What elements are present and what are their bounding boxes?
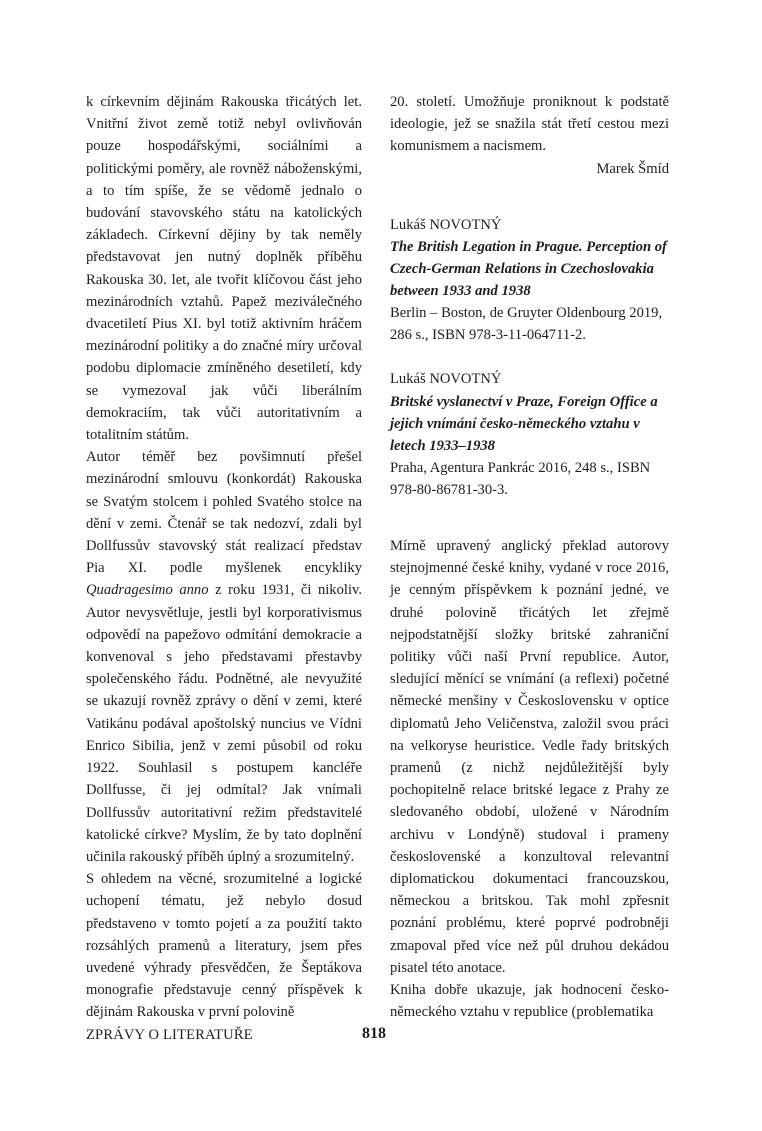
book-entry-english	[390, 214, 669, 347]
right-paragraph-2: Kniha dobře ukazuje, jak hodnocení česko-německého vztahu v republice (problematika	[390, 982, 669, 1021]
right-continuation: 20. století. Umožňuje proniknout k podstatě ideologie, jež se snažila stát třetí cestou mezi komunismem a nacismem.	[390, 94, 669, 155]
left-paragraph-1: k církevním dějinám Rakouska třicátých let. Vnitřní život země totiž nebyl ovlivňován pouze hospodářskými, sociálními a politickými poměry, ale rovněž náboženskými, a to tím spíše, že se vědomě jednalo o budování stavovského státu na katolických základech. Církevní dějiny by tak neměly představovat jen nutný doplněk příběhu Rakouska 30. let, ale tvořit klíčovou část jeho mezinárodních vztahů. Papež meziválečného dvacetiletí Pius XI. byl totiž aktivním hráčem mezinárodní politiky a do značné míry určoval podobu diplomacie zmíněného desetiletí, kdy se vymezoval jak vůči liberálním demokraciím, tak vůči autoritativním a totalitním státům.	[86, 94, 362, 444]
entry-title: The British Legation in Prague. Perception of Czech-German Relations in Czechoslovakia between 1933 and 1938	[390, 239, 667, 300]
page-number: 818	[362, 1025, 386, 1042]
right-paragraph-1: Mírně upravený anglický překlad autorovy stejnojmenné české knihy, vydané v roce 2016, je cenným příspěvkem k poznání jedné, ve druhé polovině třicátých let zřejmě nejpodstatnější složky britské zahraniční politiky vůči naší První republice. Autor, sledující měnící se vnímání (a reflexi) početné německé menšiny v Československu v optice diplomatů Jeho Veličenstva, založil svou práci na velkoryse heuristice. Vedle řady britských pramenů (z nichž nejdůležitější byly pochopitelně relace britské legace z Prahy ze sledovaného období, uložené v Národním archivu v Londýně) studoval i prameny československé a konzultoval relevantní diplomatickou dokumentaci francouzskou, německou a britskou. Tak mohl zpřesnit poznání problému, které poprvé podrobněji zmapoval před více než půl druhou dekádou pisatel této anotace.	[390, 538, 669, 976]
review-signature: Marek Šmíd	[596, 160, 669, 177]
running-footer-section: ZPRÁVY O LITERATUŘE	[86, 1027, 253, 1043]
left-paragraph-2-end: z roku 1931, či nikoliv. Autor nevysvětluje, jestli byl korporativismus odpovědí na papežovo odmítání demokracie a konvenoval s jeho představami přestavby společenského řádu. Podnětné, ale nevyužité se ukazují rovněž zprávy o dění v zemi, které Vatikánu podával apoštolský nuncius ve Vídni Enrico Sibilia, jenž v zemi působil od roku 1922. Souhlasil s postupem kancléře Dollfusse, či jej odmítal? Jak vnímali Dollfussův autoritativní režim představitelé katolické církve? Myslím, že by tato doplnění učinila rakouský příběh úplný a srozumitelný.	[86, 582, 363, 865]
left-column	[86, 91, 362, 1024]
right-column	[390, 91, 669, 1024]
entry-title: Britské vyslanectví v Praze, Foreign Office a jejich vnímání česko-německého vztahu v letech 1933–1938	[390, 393, 658, 454]
entry-author: Lukáš NOVOTNÝ	[390, 371, 502, 388]
encyclical-title: Quadragesimo anno	[86, 582, 209, 599]
book-entry-czech	[390, 368, 669, 501]
left-paragraph-2-start: Autor téměř bez povšimnutí přešel mezinárodní smlouvu (konkordát) Rakouska se Svatým stolcem i pohled Svatého stolce na dění v zemi. Čtenář se tak nedozví, zdali byl Dollfussův stavovský stát realizací představ Pia XI. podle myšlenek encykliky	[86, 449, 362, 577]
left-paragraph-3: S ohledem na věcné, srozumitelné a logické uchopení tématu, jež nebylo dosud představeno v tomto pojetí a za použití takto rozsáhlých pramenů a literatury, jsem přes uvedené výhrady přesvědčen, že Šeptákova monografie představuje cenný příspěvek k dějinám Rakouska v první polovině	[86, 871, 362, 1021]
entry-author: Lukáš NOVOTNÝ	[390, 216, 502, 233]
entry-publication: Praha, Agentura Pankrác 2016, 248 s., ISBN 978-80-86781-30-3.	[390, 459, 651, 498]
left-paragraph-2	[86, 446, 362, 868]
entry-publication: Berlin – Boston, de Gruyter Oldenbourg 2019, 286 s., ISBN 978-3-11-064711-2.	[390, 305, 663, 344]
